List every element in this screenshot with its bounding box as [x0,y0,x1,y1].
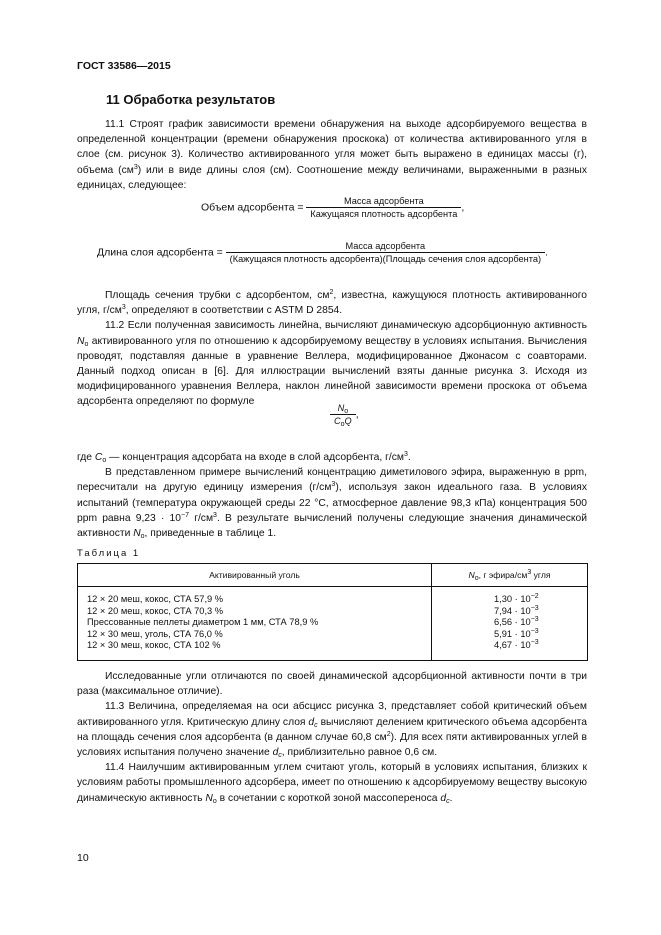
table-row: 12 × 30 меш, уголь, СТА 76,0 % $5,91 \cdot 10^{-3}$ [78,629,588,641]
paragraph-where-example: где $C_o$ — концентрация адсорбата на входе в слой адсорбента, $г/см^3$. В представленном примере вычислений концентрацию диметилового эфира, выраженную в ppm, пересчитали на другую единицу измерения $(г/см^3)$, используя закон идеального газа. В условиях испытаний (температура окружающей среды 22 °С, атмосферное давление 98,3 кПа) концентрация 500 ppm равна $9,23 \cdot 10^{-7}$ $г/см^3$. В результате вычислений получены следующие значения динамической активности $N_o$, приведенные в таблице 1. [77,451,587,541]
paragraph-conclusions: Исследованные угли отличаются по своей динамической адсорбционной активности почти в три раза (максимальное отличие). 11.3 Величина, определяемая на оси абсцисс рисунка 3, представляет собой критический объем активированного угля. Критическую длину слоя $d_c$ вычисляют делением критического объема адсорбента на площадь сечения слоя адсорбента (в данном случае 60,8 $см^2$). Для всех пяти активированных углей в условиях испытания получено значение $d_c$, приблизительно равное 0,6 см. 11.4 Наилучшим активированным углем считают уголь, который в условиях испытания, близких к условиям работы промышленного адсорбера, имеет по отношению к адсорбируемому веществу высокую динамическую активность $N_o$ в сочетании с короткой зоной массопереноса $d_c$. [77,671,587,805]
table-row: 12 × 20 меш, кокос, СТА 70,3 % $7,94 \cdot 10^{-3}$ [78,606,588,618]
formula-weller-fraction: $\frac{N_o}{C_oQ}$ [330,403,356,426]
table-row: 12 × 20 меш, кокос, СТА 57,9 % $1,30 \cdot 10^{-2}$ [78,587,588,606]
formula-length: Длина слоя адсорбента = Масса адсорбента (Кажущаяся плотность адсорбента)(Площадь сечения слоя адсорбента) . [97,241,548,264]
formula-length-fraction: Масса адсорбента (Кажущаяся плотность адсорбента)(Площадь сечения слоя адсорбента) [226,241,545,264]
formula-weller: $\frac{N_o}{C_oQ}$ , [330,403,359,426]
table-header-activity: $N_o$, г эфира/$см^3$ угля [432,564,588,587]
table-row: 12 × 30 меш, кокос, СТА 102 % $4,67 \cdot 10^{-3}$ [78,640,588,660]
paragraph-area-11-2: Площадь сечения трубки с адсорбентом, $см^2$, известна, кажущуюся плотность активированного угля, $г/см^3$, определяют в соответствии с ASTM D 2854. 11.2 Если полученная зависимость линейна, вычисляют динамическую адсорбционную активность $N_o$ активированного угля по отношению к адсорбируемому веществу в условиях испытания. Вычисления проводят, подставляя данные в уравнение Веллера, модифицированное Джонасом с соавторами. Данный подход описан в [6]. Для иллюстрации вычислений взяты данные рисунка 3. Исходя из модифицированного уравнения Веллера, наклон линейной зависимости времени проскока от объема адсорбента определяют по формуле [77,289,587,408]
formula-volume: Объем адсорбента = $\frac{\text{Масса адсорбента}}{\text{Кажущаяся плотность адсорбента}}$ , [201,196,465,219]
section-title: 11 Обработка результатов [106,92,276,107]
formula-volume-fraction: $\frac{\text{Масса адсорбента}}{\text{Кажущаяся плотность адсорбента}}$ [306,196,461,219]
table-header-carbon: Активированный уголь [78,564,432,587]
formula-length-lhs: Длина слоя адсорбента = [97,246,223,259]
page-number: 10 [77,852,89,864]
paragraph-11-1: 11.1 Строят график зависимости времени обнаружения на выходе адсорбируемого вещества в определенной концентрации (времени обнаружения проскока) от количества активированного угля в слое (см. рисунок 3). Количество активированного угля может быть выражено в единицах массы (г), объема $(см^3)$ или в виде длины слоя (см). Соотношение между величинами, выраженными в разных единицах, следующее: [77,119,587,191]
formula-volume-lhs: Объем адсорбента = [201,201,304,214]
table-caption: Таблица 1 [77,548,141,559]
activity-table [77,563,588,661]
table-row: Прессованные пеллеты диаметром 1 мм, СТА 78,9 % $6,56 \cdot 10^{-3}$ [78,617,588,629]
document-header: ГОСТ 33586—2015 [77,60,171,72]
